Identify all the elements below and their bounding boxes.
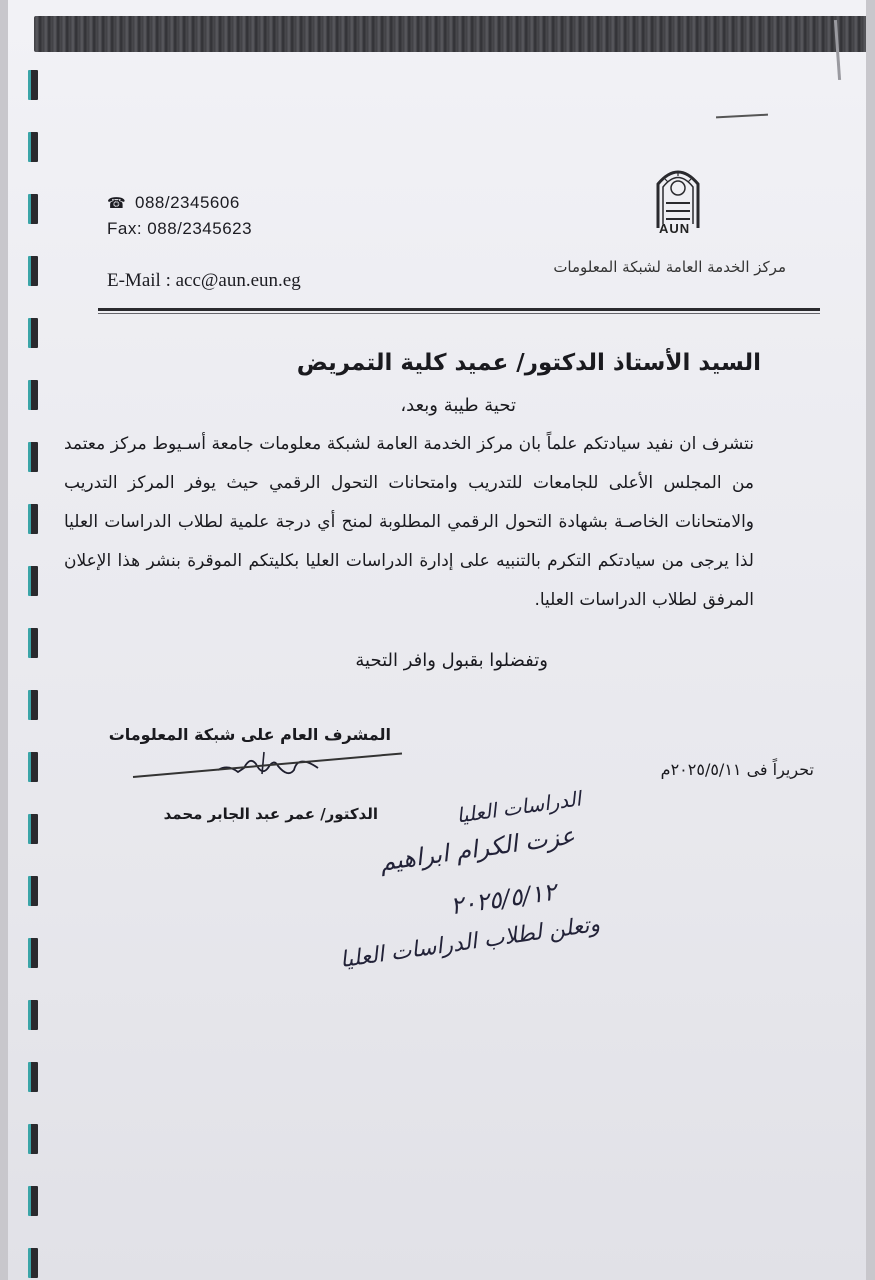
email-address: E-Mail : acc@aun.eun.eg — [107, 270, 301, 291]
binder-holes — [28, 70, 42, 1280]
logo-abbreviation: AUN — [659, 221, 691, 236]
letter-body: نتشرف ان نفيد سيادتكم علماً بان مركز الخدمة العامة لشبكة معلومات جامعة أسـيوط مركز معتمد من المجلس الأعلى للجامعات للتدريب وامتحانات التحول الرقمي حيث يوفر المركز التدريب والامتحانات الخاصـة بشهادة التحول الرقمي المطلوبة لمنح أي درجة علمية لطلاب الدراسات العليا لذا يرجى من سيادتكم التكرم بالتنبيه على إدارة الدراسات العليا بكليتكم الموقرة بنشر هذا الإعلان المرفق لطلاب الدراسات العليا. — [64, 434, 754, 610]
header-divider — [98, 308, 820, 311]
supervisor-title: المشرف العام على شبكة المعلومات — [108, 725, 391, 744]
contact-block — [107, 190, 252, 242]
addressee-line: السيد الأستاذ الدكتور/ عميد كلية التمريض — [296, 350, 761, 376]
handwritten-note-line: عزت الكرام ابراهيم — [378, 821, 577, 877]
signatory-name: الدكتور/ عمر عبد الجابر محمد — [163, 805, 378, 823]
fax-number: Fax: 088/2345623 — [107, 219, 253, 238]
closing-line: وتفضلوا بقبول وافر التحية — [355, 650, 548, 671]
greeting-line: تحية طيبة وبعد، — [400, 395, 516, 416]
handwritten-note-line: وتعلن لطلاب الدراسات العليا — [338, 911, 602, 974]
issuing-center-name: مركز الخدمة العامة لشبكة المعلومات — [553, 258, 786, 276]
scanner-edge-bar — [34, 16, 866, 52]
letter-page — [8, 0, 866, 1280]
pen-mark — [716, 114, 768, 119]
handwritten-note-date: ٢٠٢٥/٥/١٢ — [448, 877, 558, 921]
handwritten-note-line: الدراسات العليا — [454, 786, 583, 828]
telephone-icon: ☎ — [107, 195, 127, 212]
phone-number: 088/2345606 — [135, 193, 240, 212]
issue-date: تحريراً فى ٢٠٢٥/٥/١١م — [660, 760, 814, 779]
